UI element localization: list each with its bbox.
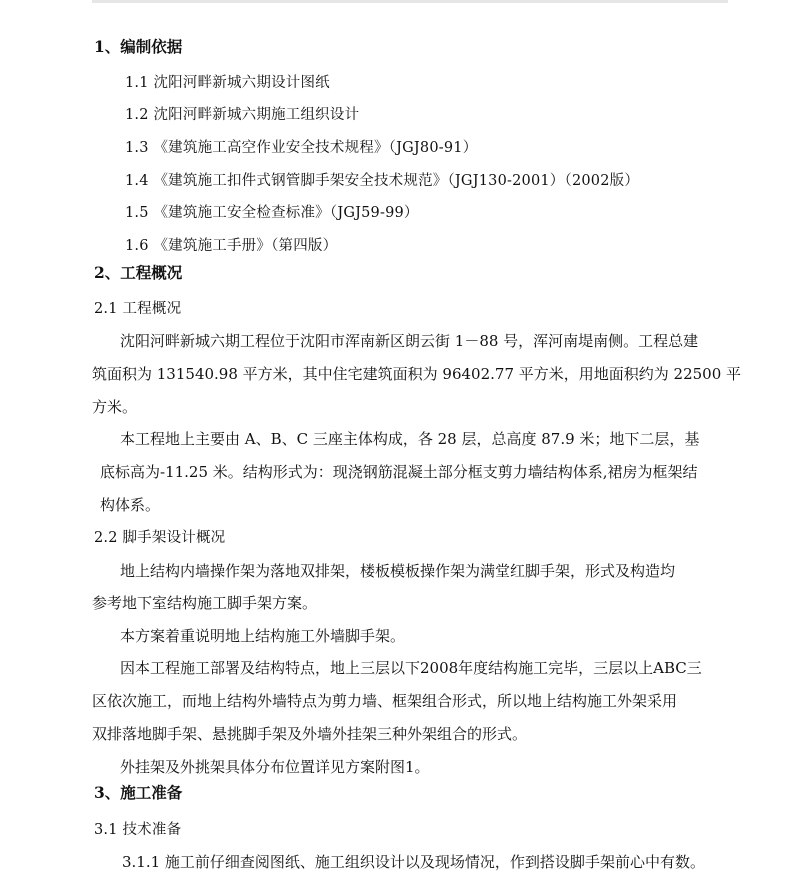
section-heading-2: 2、工程概况 <box>94 263 183 282</box>
overview-para-1-line-1: 沈阳河畔新城六期工程位于沈阳市浑南新区朗云街 1－88 号，浑河南堤南侧。工程总建 <box>120 332 699 350</box>
scaffold-para-2: 本方案着重说明地上结构施工外墙脚手架。 <box>120 627 406 645</box>
scaffold-para-3-line-1: 因本工程施工部署及结构特点，地上三层以下2008年度结构施工完毕，三层以上ABC三 <box>120 659 702 677</box>
prep-item-3-1-1: 3.1.1 施工前仔细查阅图纸、施工组织设计以及现场情况，作到搭设脚手架前心中有数。 <box>122 853 705 871</box>
page-top-border <box>92 0 728 3</box>
basis-item-6: 1.6 《建筑施工手册》（第四版） <box>125 238 338 254</box>
section-heading-3: 3、施工准备 <box>94 783 183 802</box>
scaffold-para-1-line-2: 参考地下室结构施工脚手架方案。 <box>92 594 318 612</box>
subsection-title-2-1: 2.1 工程概况 <box>94 301 182 317</box>
overview-para-1-line-2: 筑面积为 131540.98 平方米，其中住宅建筑面积为 96402.77 平方米，用地面积约为 22500 平 <box>92 365 742 383</box>
basis-item-2: 1.2 沈阳河畔新城六期施工组织设计 <box>125 107 360 123</box>
basis-item-1: 1.1 沈阳河畔新城六期设计图纸 <box>125 75 330 91</box>
section-heading-1: 1、编制依据 <box>94 37 183 56</box>
overview-para-1-line-3: 方米。 <box>92 398 138 416</box>
overview-para-2-line-2: 底标高为-11.25 米。结构形式为：现浇钢筋混凝土部分框支剪力墙结构体系,裙房为框架结 <box>100 463 698 481</box>
basis-item-4: 1.4 《建筑施工扣件式钢管脚手架安全技术规范》（JGJ130-2001）（2002版） <box>125 173 640 189</box>
overview-para-2-line-3: 构体系。 <box>100 496 161 514</box>
basis-item-3: 1.3 《建筑施工高空作业安全技术规程》（JGJ80-91） <box>125 140 478 156</box>
subsection-title-2-2: 2.2 脚手架设计概况 <box>94 530 226 546</box>
scaffold-para-3-line-3: 双排落地脚手架、悬挑脚手架及外墙外挂架三种外架组合的形式。 <box>92 725 528 743</box>
scaffold-para-4: 外挂架及外挑架具体分布位置详见方案附图1。 <box>120 758 430 776</box>
scaffold-para-1-line-1: 地上结构内墙操作架为落地双排架，楼板模板操作架为满堂红脚手架，形式及构造均 <box>120 562 676 580</box>
subsection-title-3-1: 3.1 技术准备 <box>94 822 182 838</box>
overview-para-2-line-1: 本工程地上主要由 A、B、C 三座主体构成，各 28 层，总高度 87.9 米；地下二层，基 <box>120 430 700 448</box>
scaffold-para-3-line-2: 区依次施工，而地上结构外墙特点为剪力墙、框架组合形式，所以地上结构施工外架采用 <box>92 692 678 710</box>
basis-item-5: 1.5 《建筑施工安全检查标准》（JGJ59-99） <box>125 205 419 221</box>
